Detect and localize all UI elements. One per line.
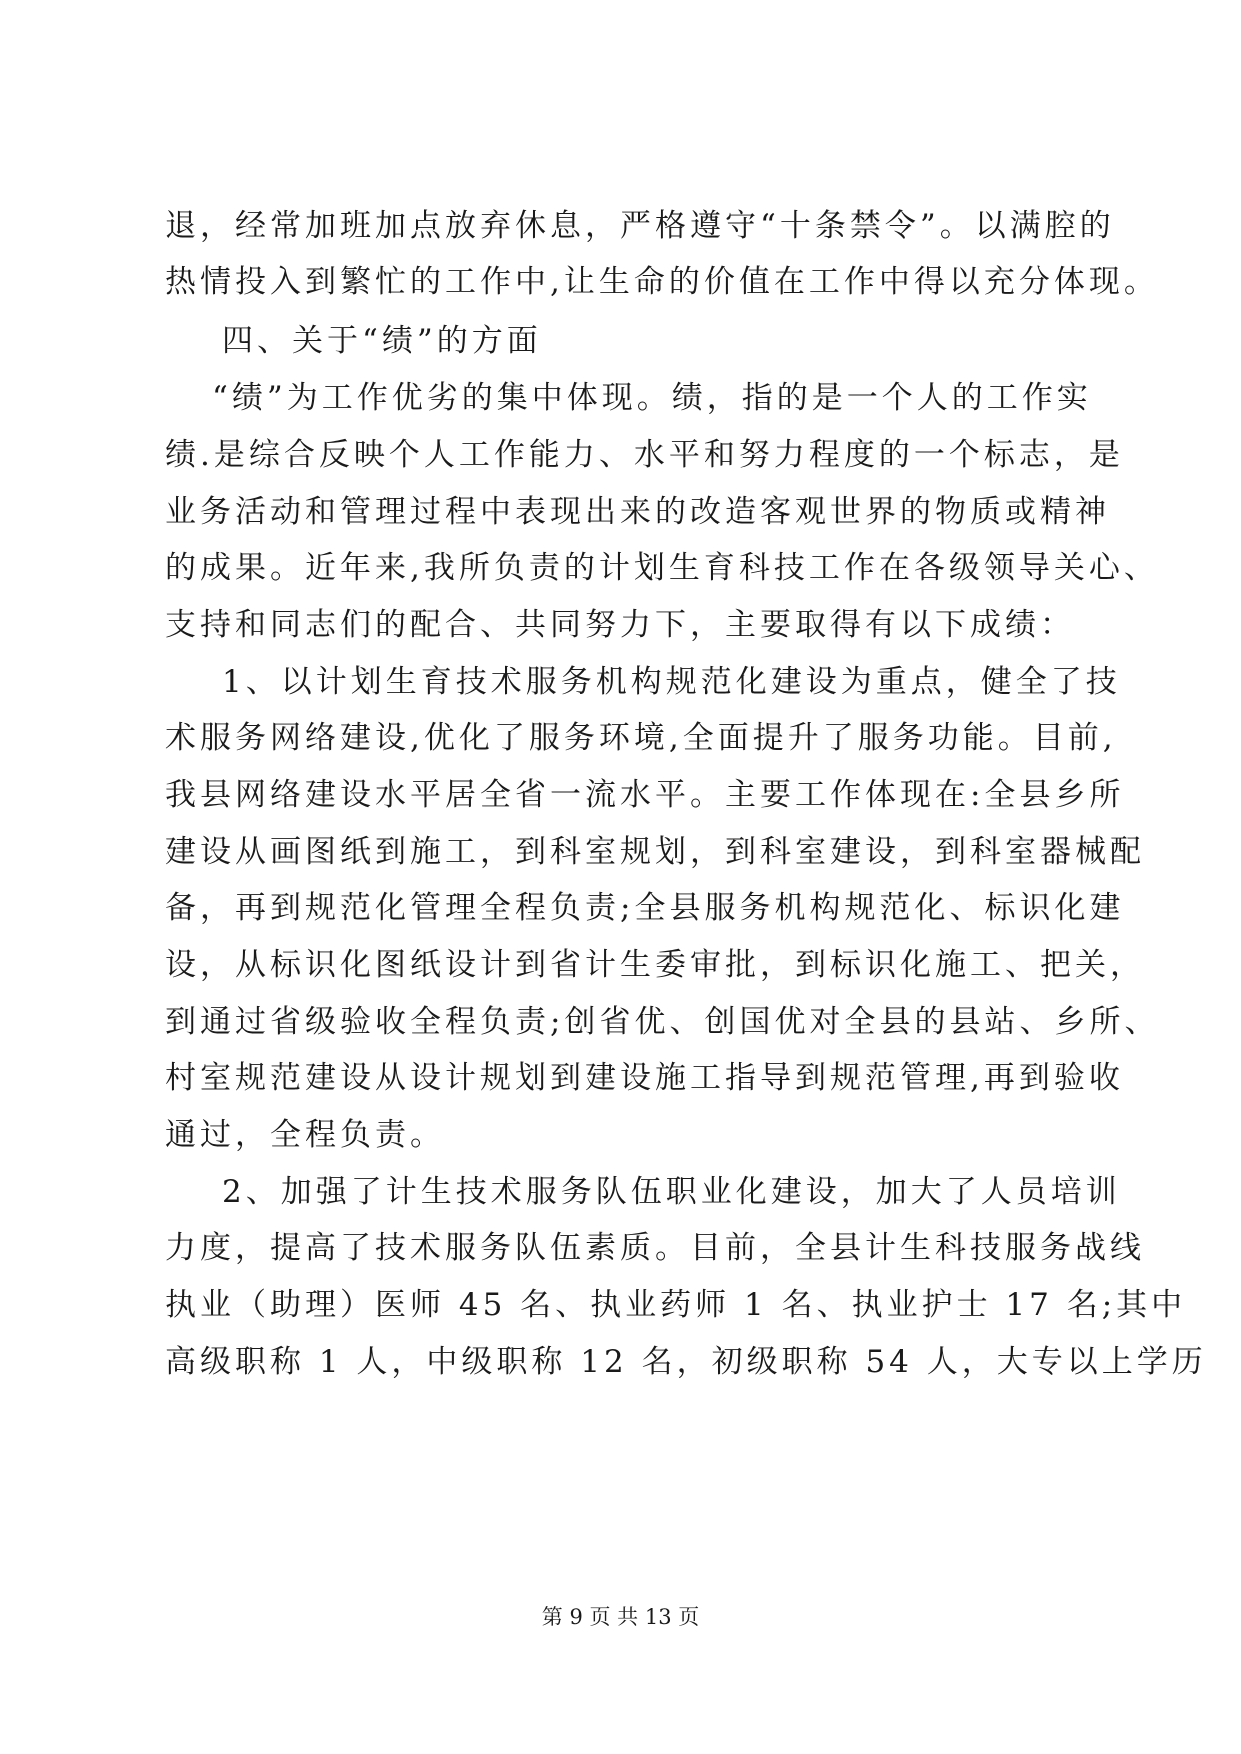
body-text-line: 支持和同志们的配合、共同努力下，主要取得有以下成绩： (165, 607, 1075, 643)
section-heading: 四、关于“绩”的方面 (222, 323, 542, 359)
body-text-line: 到通过省级验收全程负责;创省优、创国优对全县的县站、乡所、 (165, 1004, 1160, 1040)
body-text-line: 业务活动和管理过程中表现出来的改造客观世界的物质或精神 (165, 494, 1110, 530)
body-text-line: 村室规范建设从设计规划到建设施工指导到规范管理,再到验收 (165, 1060, 1124, 1096)
body-text-line: 2、加强了计生技术服务队伍职业化建设，加大了人员培训 (222, 1174, 1121, 1210)
body-text-line: 1、以计划生育技术服务机构规范化建设为重点，健全了技 (222, 664, 1121, 700)
page-number-footer: 第 9 页 共 13 页 (541, 1605, 700, 1629)
body-text-line: 退，经常加班加点放弃休息，严格遵守“十条禁令”。以满腔的 (165, 208, 1115, 244)
body-text-line: 通过，全程负责。 (165, 1117, 445, 1153)
body-text-line: 高级职称 1 人，中级职称 12 名，初级职称 54 人，大专以上学历 (165, 1344, 1207, 1380)
body-text-line: 我县网络建设水平居全省一流水平。主要工作体现在:全县乡所 (165, 777, 1125, 813)
body-text-line: “绩”为工作优劣的集中体现。绩，指的是一个人的工作实 (212, 380, 1092, 416)
body-text-line: 绩.是综合反映个人工作能力、水平和努力程度的一个标志，是 (165, 437, 1124, 473)
body-text-line: 热情投入到繁忙的工作中,让生命的价值在工作中得以充分体现。 (165, 264, 1159, 300)
body-text-line: 的成果。近年来,我所负责的计划生育科技工作在各级领导关心、 (165, 550, 1159, 586)
body-text-line: 力度，提高了技术服务队伍素质。目前，全县计生科技服务战线 (165, 1230, 1145, 1266)
body-text-line: 术服务网络建设,优化了服务环境,全面提升了服务功能。目前, (165, 720, 1117, 756)
body-text-line: 执业（助理）医师 45 名、执业药师 1 名、执业护士 17 名;其中 (165, 1287, 1187, 1323)
body-text-line: 设，从标识化图纸设计到省计生委审批，到标识化施工、把关， (165, 947, 1145, 983)
body-text-line: 备，再到规范化管理全程负责;全县服务机构规范化、标识化建 (165, 890, 1125, 926)
body-text-line: 建设从画图纸到施工，到科室规划，到科室建设，到科室器械配 (165, 834, 1145, 870)
